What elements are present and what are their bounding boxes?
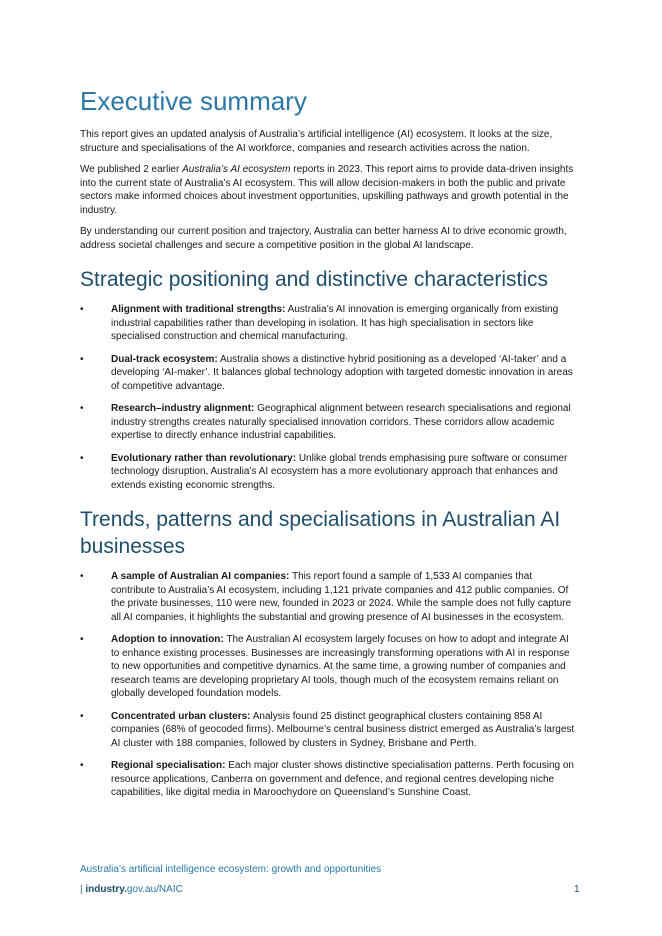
page-title: Executive summary	[80, 86, 307, 116]
bullet-text: Geographical alignment between research specialisations and regional industry strengths creates naturally specialised innovation corridors. These corridors allow academic expertise to directly enhance industrial capabilities.	[111, 403, 571, 441]
bullet-icon: •	[80, 452, 84, 464]
section-heading-trends: Trends, patterns and specialisations in Australian AI businesses	[80, 508, 561, 558]
bullet-lead: A sample of Australian AI companies:	[111, 571, 290, 582]
bullet-icon: •	[80, 710, 84, 722]
bullet-icon: •	[80, 403, 84, 414]
strategic-bullet-list	[80, 303, 578, 492]
footer-link-path[interactable]: gov.au/NAIC	[126, 884, 183, 895]
page-number: 1	[574, 884, 580, 895]
bullet-lead: Adoption to innovation:	[111, 634, 224, 645]
bullet-text: Analysis found 25 distinct geographical clusters containing 858 AI companies (68% of geocoded firms). Melbourne’s central business district emerged as Australia’s largest AI cluster with 188 companies, followed by clusters in Sydney, Brisbane and Perth.	[111, 710, 575, 749]
bullet-text: Australia shows a distinctive hybrid positioning as a developed ‘AI-taker’ and a developing ‘AI-maker’. It balances global technology adoption with targeted domestic innovation in areas of competitive advantage.	[111, 353, 573, 392]
footer-divider: |	[80, 884, 86, 895]
intro-paragraph-2-start: We published 2 earlier	[80, 164, 183, 175]
intro-paragraph-1: This report gives an updated analysis of Australia’s artificial intelligence (AI) ecosystem. It looks at the size, structure and specialisations of the AI workforce, companies and research activities across the nation.	[80, 129, 553, 154]
list-item	[80, 303, 578, 344]
trends-bullet-list	[80, 570, 578, 800]
bullet-lead: Evolutionary rather than revolutionary:	[111, 452, 297, 464]
bullet-icon: •	[80, 634, 84, 645]
list-item	[80, 402, 578, 443]
bullet-text: The Australian AI ecosystem largely focuses on how to adopt and integrate AI to enhance existing processes. Businesses are increasingly transforming operations with AI in response to new opportunities and competitive dynamics. At the same time, a growing number of companies and research teams are developing proprietary AI tools, though much of the ecosystem remains reliant on globally developed foundation models.	[111, 634, 570, 699]
list-item	[80, 353, 578, 394]
report-title-italic: Australia’s AI ecosystem	[182, 164, 291, 175]
bullet-icon: •	[80, 353, 84, 365]
bullet-text: This report found a sample of 1,533 AI companies that contribute to Australia’s AI ecosystem, including 1,121 private companies and 412 public companies. Of the private businesses, 110 were new, founded in 2023 or 2024. While the sample does not fully capture all AI companies, it highlights the substantial and growing presence of AI businesses in the ecosystem.	[111, 571, 572, 623]
intro-paragraph-2	[80, 163, 578, 217]
intro-paragraph-3: By understanding our current position and trajectory, Australia can better harness AI to drive economic growth, address societal challenges and secure a competitive position in the global AI landscape.	[80, 226, 567, 251]
bullet-text: Australia’s AI innovation is emerging organically from existing industrial capabilities rather than developing in isolation. It has high specialisation in sectors like specialised construction and chemical manufacturing.	[111, 304, 559, 342]
bullet-lead: Alignment with traditional strengths:	[111, 304, 286, 315]
footer-website-link[interactable]	[80, 884, 183, 895]
bullet-lead: Dual-track ecosystem:	[111, 353, 218, 365]
intro-paragraph-2-end: reports in 2023. This report aims to provide data-driven insights into the current state of Australia’s AI ecosystem. This will allow decision-makers in both the public and private sectors make informed choices about investment opportunities, upskilling pathways and growth potential in the industry.	[80, 164, 574, 216]
list-item	[80, 710, 578, 751]
list-item	[80, 570, 578, 624]
bullet-text: Unlike global trends emphasising pure software or consumer technology disruption, Australia’s AI ecosystem has a more evolutionary approach that enhances and extends existing economic strengths.	[111, 452, 568, 491]
section-heading-strategic: Strategic positioning and distinctive characteristics	[80, 268, 549, 291]
list-item	[80, 633, 578, 701]
list-item	[80, 759, 578, 800]
bullet-icon: •	[80, 571, 84, 582]
bullet-icon: •	[80, 760, 84, 771]
bullet-lead: Regional specialisation:	[111, 760, 226, 771]
footer-link-domain[interactable]: industry.	[85, 884, 127, 895]
footer-report-title: Australia’s artificial intelligence ecosystem: growth and opportunities	[80, 864, 382, 875]
bullet-text: Each major cluster shows distinctive specialisation patterns. Perth focusing on resource applications, Canberra on government and defence, and regional centres developing niche capabilities, like digital media in Maroochydore on Queensland’s Sunshine Coast.	[111, 760, 574, 798]
bullet-icon: •	[80, 304, 84, 315]
page-content	[80, 86, 578, 809]
bullet-lead: Concentrated urban clusters:	[111, 710, 251, 722]
list-item	[80, 452, 578, 493]
bullet-lead: Research–industry alignment:	[111, 403, 255, 414]
